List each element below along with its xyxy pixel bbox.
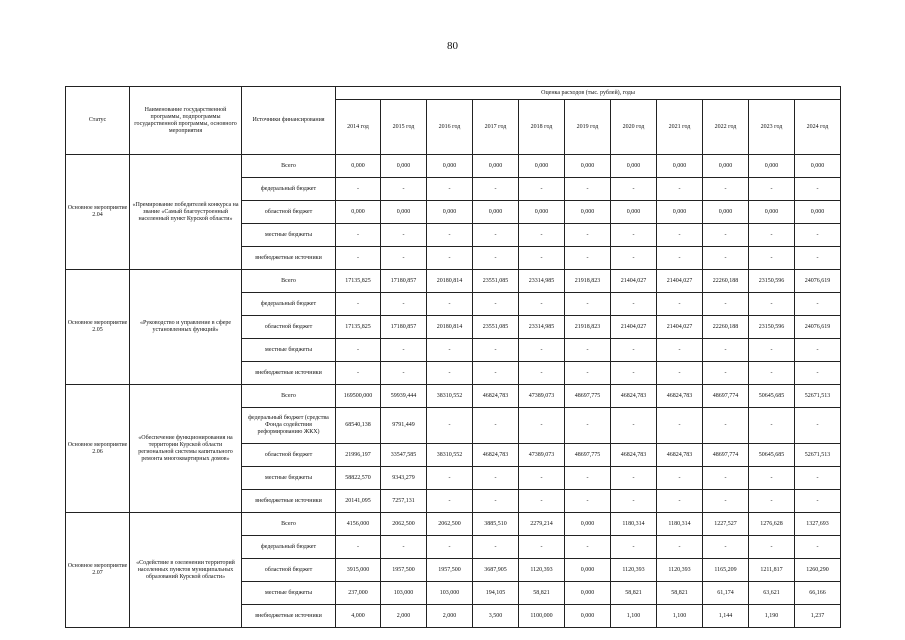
value-cell: 21404,027 [657, 316, 703, 339]
value-cell: 0,000 [657, 201, 703, 224]
value-cell: - [749, 536, 795, 559]
value-cell: 103,000 [381, 582, 427, 605]
funding-source-cell: федеральный бюджет (средства Фонда содействия реформированию ЖКХ) [242, 408, 336, 444]
value-cell: 22260,188 [703, 270, 749, 293]
status-cell: Основное мероприятие 2.05 [66, 270, 130, 385]
value-cell: - [611, 224, 657, 247]
value-cell: 23150,596 [749, 316, 795, 339]
value-cell: - [427, 178, 473, 201]
value-cell: - [795, 362, 841, 385]
value-cell: 1260,290 [795, 559, 841, 582]
header-year: 2018 год [519, 100, 565, 155]
value-cell: - [427, 536, 473, 559]
value-cell: 21918,823 [565, 270, 611, 293]
value-cell: - [565, 247, 611, 270]
header-year: 2016 год [427, 100, 473, 155]
value-cell: - [381, 339, 427, 362]
value-cell: 21996,197 [336, 444, 381, 467]
value-cell: 47389,073 [519, 444, 565, 467]
value-cell: 1120,393 [657, 559, 703, 582]
header-year: 2015 год [381, 100, 427, 155]
value-cell: 59939,444 [381, 385, 427, 408]
value-cell: - [427, 362, 473, 385]
value-cell: - [795, 293, 841, 316]
value-cell: 2,000 [427, 605, 473, 628]
value-cell: - [519, 178, 565, 201]
value-cell: - [519, 467, 565, 490]
value-cell: - [703, 408, 749, 444]
value-cell: 33547,585 [381, 444, 427, 467]
value-cell: 38310,552 [427, 444, 473, 467]
value-cell: - [611, 362, 657, 385]
value-cell: 21918,823 [565, 316, 611, 339]
value-cell: 1,190 [749, 605, 795, 628]
value-cell: 3,500 [473, 605, 519, 628]
value-cell: - [611, 467, 657, 490]
value-cell: - [473, 408, 519, 444]
value-cell: - [611, 490, 657, 513]
funding-source-cell: Всего [242, 513, 336, 536]
value-cell: 24076,619 [795, 270, 841, 293]
value-cell: 0,000 [565, 559, 611, 582]
value-cell: 61,174 [703, 582, 749, 605]
value-cell: - [519, 293, 565, 316]
value-cell: 0,000 [519, 201, 565, 224]
value-cell: 194,105 [473, 582, 519, 605]
value-cell: 0,000 [703, 155, 749, 178]
funding-source-cell: областной бюджет [242, 201, 336, 224]
value-cell: - [473, 339, 519, 362]
value-cell: - [749, 362, 795, 385]
value-cell: 0,000 [749, 155, 795, 178]
value-cell: - [473, 467, 519, 490]
value-cell: 48697,775 [565, 385, 611, 408]
value-cell: - [565, 408, 611, 444]
header-year: 2020 год [611, 100, 657, 155]
value-cell: - [565, 178, 611, 201]
value-cell: 0,000 [336, 155, 381, 178]
funding-source-cell: внебюджетные источники [242, 362, 336, 385]
value-cell: 58,821 [519, 582, 565, 605]
value-cell: - [795, 178, 841, 201]
value-cell: - [657, 536, 703, 559]
value-cell: 63,621 [749, 582, 795, 605]
value-cell: 0,000 [336, 201, 381, 224]
value-cell: - [611, 536, 657, 559]
value-cell: 48697,774 [703, 444, 749, 467]
value-cell: 48697,775 [565, 444, 611, 467]
value-cell: 0,000 [427, 201, 473, 224]
value-cell: - [703, 293, 749, 316]
value-cell: - [473, 490, 519, 513]
header-name: Наименование государственной программы, подпрограммы государственной программы, основного мероприятия [130, 87, 242, 155]
value-cell: - [565, 490, 611, 513]
value-cell: - [795, 536, 841, 559]
value-cell: - [473, 293, 519, 316]
value-cell: 50645,685 [749, 444, 795, 467]
funding-source-cell: местные бюджеты [242, 582, 336, 605]
value-cell: 3885,510 [473, 513, 519, 536]
header-year: 2021 год [657, 100, 703, 155]
header-source: Источники финансирования [242, 87, 336, 155]
value-cell: - [795, 467, 841, 490]
value-cell: - [749, 224, 795, 247]
table-row [66, 385, 841, 408]
value-cell: 17135,825 [336, 270, 381, 293]
value-cell: 1327,693 [795, 513, 841, 536]
table-row [66, 155, 841, 178]
value-cell: 3687,905 [473, 559, 519, 582]
value-cell: - [473, 224, 519, 247]
value-cell: 237,000 [336, 582, 381, 605]
value-cell: 21404,027 [611, 316, 657, 339]
value-cell: - [703, 467, 749, 490]
value-cell: - [519, 362, 565, 385]
value-cell: - [703, 224, 749, 247]
value-cell: 20180,814 [427, 270, 473, 293]
value-cell: 24076,619 [795, 316, 841, 339]
value-cell: - [657, 490, 703, 513]
value-cell: - [519, 339, 565, 362]
funding-source-cell: внебюджетные источники [242, 490, 336, 513]
value-cell: - [611, 178, 657, 201]
value-cell: - [565, 224, 611, 247]
value-cell: - [657, 362, 703, 385]
value-cell: - [749, 408, 795, 444]
header-year: 2017 год [473, 100, 519, 155]
value-cell: 1,144 [703, 605, 749, 628]
value-cell: 2062,500 [381, 513, 427, 536]
funding-source-cell: областной бюджет [242, 559, 336, 582]
header-year: 2019 год [565, 100, 611, 155]
page-number: 80 [447, 40, 458, 52]
value-cell: - [427, 490, 473, 513]
value-cell: 21404,027 [611, 270, 657, 293]
value-cell: - [336, 224, 381, 247]
value-cell: - [381, 536, 427, 559]
funding-source-cell: федеральный бюджет [242, 536, 336, 559]
funding-source-cell: внебюджетные источники [242, 247, 336, 270]
value-cell: - [657, 293, 703, 316]
value-cell: - [565, 339, 611, 362]
value-cell: - [427, 339, 473, 362]
value-cell: - [427, 467, 473, 490]
value-cell: - [336, 247, 381, 270]
value-cell: - [657, 224, 703, 247]
funding-source-cell: Всего [242, 155, 336, 178]
funding-source-cell: местные бюджеты [242, 339, 336, 362]
value-cell: 0,000 [565, 582, 611, 605]
value-cell: 46824,783 [473, 385, 519, 408]
header-year: 2023 год [749, 100, 795, 155]
value-cell: - [749, 178, 795, 201]
value-cell: 0,000 [427, 155, 473, 178]
measure-name-cell: «Премирование победителей конкурса на звание «Самый благоустроенный населенный пункт Курской области» [130, 155, 242, 270]
value-cell: 0,000 [565, 605, 611, 628]
value-cell: - [519, 247, 565, 270]
value-cell: - [703, 178, 749, 201]
value-cell: 1227,527 [703, 513, 749, 536]
value-cell: - [703, 339, 749, 362]
value-cell: - [749, 247, 795, 270]
value-cell: - [657, 467, 703, 490]
value-cell: - [519, 536, 565, 559]
value-cell: - [336, 339, 381, 362]
value-cell: 0,000 [703, 201, 749, 224]
value-cell: 4156,000 [336, 513, 381, 536]
value-cell: - [336, 178, 381, 201]
value-cell: - [336, 536, 381, 559]
value-cell: 23150,596 [749, 270, 795, 293]
value-cell: 47389,073 [519, 385, 565, 408]
value-cell: 21404,027 [657, 270, 703, 293]
value-cell: 52671,513 [795, 385, 841, 408]
value-cell: - [749, 490, 795, 513]
value-cell: 1120,393 [611, 559, 657, 582]
status-cell: Основное мероприятие 2.07 [66, 513, 130, 628]
value-cell: - [611, 339, 657, 362]
value-cell: - [657, 339, 703, 362]
value-cell: 58,821 [657, 582, 703, 605]
funding-source-cell: Всего [242, 385, 336, 408]
value-cell: 46824,783 [657, 385, 703, 408]
value-cell: 23551,085 [473, 270, 519, 293]
value-cell: 23314,985 [519, 270, 565, 293]
value-cell: 0,000 [749, 201, 795, 224]
funding-source-cell: местные бюджеты [242, 224, 336, 247]
value-cell: 50645,685 [749, 385, 795, 408]
value-cell: - [795, 490, 841, 513]
value-cell: - [703, 247, 749, 270]
table-row [66, 270, 841, 293]
header-year: 2022 год [703, 100, 749, 155]
value-cell: 1,100 [657, 605, 703, 628]
value-cell: 1180,314 [611, 513, 657, 536]
value-cell: 68540,138 [336, 408, 381, 444]
value-cell: - [749, 467, 795, 490]
value-cell: 9791,449 [381, 408, 427, 444]
value-cell: - [427, 293, 473, 316]
value-cell: 48697,774 [703, 385, 749, 408]
value-cell: - [795, 408, 841, 444]
value-cell: - [565, 293, 611, 316]
value-cell: - [703, 362, 749, 385]
value-cell: 0,000 [519, 155, 565, 178]
value-cell: - [565, 467, 611, 490]
value-cell: - [611, 247, 657, 270]
value-cell: 58822,570 [336, 467, 381, 490]
value-cell: 52671,513 [795, 444, 841, 467]
header-year: 2024 год [795, 100, 841, 155]
value-cell: - [473, 536, 519, 559]
value-cell: - [381, 247, 427, 270]
value-cell: - [519, 224, 565, 247]
value-cell: - [427, 408, 473, 444]
value-cell: 17135,825 [336, 316, 381, 339]
value-cell: 46824,783 [611, 385, 657, 408]
value-cell: - [657, 247, 703, 270]
measure-name-cell: «Содействие в озеленении территорий населенных пунктов муниципальных образований Курской области» [130, 513, 242, 628]
value-cell: - [381, 362, 427, 385]
value-cell: 2,000 [381, 605, 427, 628]
value-cell: - [749, 293, 795, 316]
value-cell: 66,166 [795, 582, 841, 605]
value-cell: 23551,085 [473, 316, 519, 339]
value-cell: 0,000 [381, 155, 427, 178]
value-cell: 22260,188 [703, 316, 749, 339]
header-status: Статус [66, 87, 130, 155]
value-cell: 3915,000 [336, 559, 381, 582]
value-cell: 0,000 [657, 155, 703, 178]
funding-source-cell: федеральный бюджет [242, 293, 336, 316]
value-cell: 1,100 [611, 605, 657, 628]
value-cell: 0,000 [565, 155, 611, 178]
value-cell: 0,000 [473, 201, 519, 224]
value-cell: 1957,500 [381, 559, 427, 582]
value-cell: 0,000 [473, 155, 519, 178]
measure-name-cell: «Обеспечение функционирования на территории Курской области региональной системы капитального ремонта многоквартирных домов» [130, 385, 242, 513]
value-cell: 1180,314 [657, 513, 703, 536]
funding-source-cell: областной бюджет [242, 444, 336, 467]
value-cell: 103,000 [427, 582, 473, 605]
value-cell: 7257,131 [381, 490, 427, 513]
value-cell: - [657, 408, 703, 444]
value-cell: - [703, 490, 749, 513]
value-cell: - [749, 339, 795, 362]
value-cell: 38310,552 [427, 385, 473, 408]
value-cell: - [473, 362, 519, 385]
header-estimate: Оценка расходов (тыс. рублей), годы [336, 87, 841, 100]
value-cell: 23314,985 [519, 316, 565, 339]
value-cell: - [381, 293, 427, 316]
funding-source-cell: местные бюджеты [242, 467, 336, 490]
value-cell: - [795, 339, 841, 362]
value-cell: - [611, 408, 657, 444]
value-cell: - [381, 178, 427, 201]
value-cell: - [657, 178, 703, 201]
value-cell: 20180,814 [427, 316, 473, 339]
value-cell: 1211,817 [749, 559, 795, 582]
value-cell: - [381, 224, 427, 247]
value-cell: 1100,000 [519, 605, 565, 628]
value-cell: 1165,209 [703, 559, 749, 582]
status-cell: Основное мероприятие 2.06 [66, 385, 130, 513]
value-cell: - [519, 408, 565, 444]
value-cell: 169500,000 [336, 385, 381, 408]
value-cell: - [336, 293, 381, 316]
value-cell: 1,237 [795, 605, 841, 628]
value-cell: - [703, 536, 749, 559]
value-cell: - [427, 247, 473, 270]
value-cell: 0,000 [795, 155, 841, 178]
value-cell: 0,000 [611, 155, 657, 178]
table-row [66, 513, 841, 536]
value-cell: 58,821 [611, 582, 657, 605]
value-cell: 2062,500 [427, 513, 473, 536]
value-cell: 46824,783 [473, 444, 519, 467]
value-cell: 0,000 [565, 201, 611, 224]
value-cell: 1957,500 [427, 559, 473, 582]
value-cell: 20141,095 [336, 490, 381, 513]
value-cell: - [473, 247, 519, 270]
value-cell: 0,000 [565, 513, 611, 536]
value-cell: 2279,214 [519, 513, 565, 536]
expense-table [65, 86, 841, 628]
value-cell: 17180,857 [381, 316, 427, 339]
value-cell: - [473, 178, 519, 201]
value-cell: - [611, 293, 657, 316]
value-cell: - [336, 362, 381, 385]
value-cell: 9343,279 [381, 467, 427, 490]
funding-source-cell: Всего [242, 270, 336, 293]
value-cell: 1276,628 [749, 513, 795, 536]
value-cell: - [565, 536, 611, 559]
value-cell: 1120,393 [519, 559, 565, 582]
measure-name-cell: «Руководство и управление в сфере установленных функций» [130, 270, 242, 385]
value-cell: 0,000 [381, 201, 427, 224]
status-cell: Основное мероприятие 2.04 [66, 155, 130, 270]
value-cell: 0,000 [611, 201, 657, 224]
value-cell: 17180,857 [381, 270, 427, 293]
value-cell: 4,000 [336, 605, 381, 628]
value-cell: - [795, 224, 841, 247]
header-year: 2014 год [336, 100, 381, 155]
value-cell: - [795, 247, 841, 270]
value-cell: - [427, 224, 473, 247]
funding-source-cell: федеральный бюджет [242, 178, 336, 201]
value-cell: 0,000 [795, 201, 841, 224]
funding-source-cell: областной бюджет [242, 316, 336, 339]
value-cell: - [565, 362, 611, 385]
value-cell: - [519, 490, 565, 513]
funding-source-cell: внебюджетные источники [242, 605, 336, 628]
value-cell: 46824,783 [657, 444, 703, 467]
value-cell: 46824,783 [611, 444, 657, 467]
